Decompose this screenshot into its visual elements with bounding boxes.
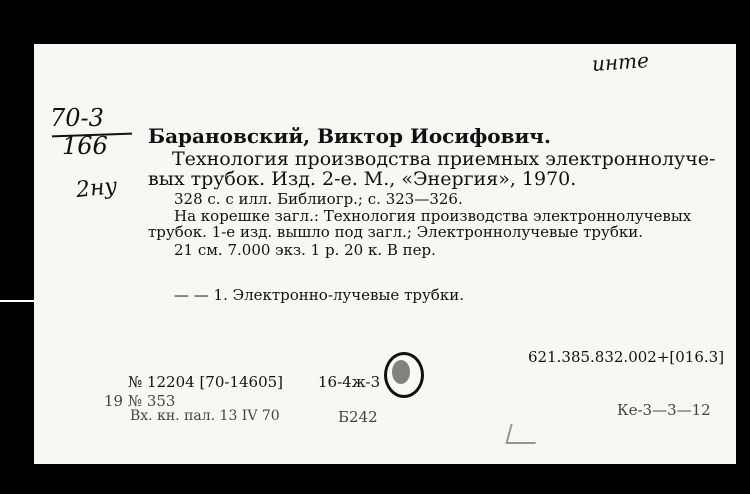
handwritten-mark: 2ну (74, 173, 119, 204)
note-line-1: На корешке загл.: Технология производства электроннолучевых (174, 207, 692, 225)
udc-code: 621.385.832.002+[016.3] (528, 348, 725, 366)
stamp-line-1: 19 № 353 (104, 392, 176, 410)
pages-line: 328 с. с илл. Библиогр.; с. 323—326. (174, 190, 463, 208)
shelfmark-top: 70-3 (50, 104, 104, 132)
note-line-2: трубок. 1-е изд. вышло под загл.; Электроннолучевые трубки. (148, 223, 643, 241)
handwritten-note-top-right: инте (591, 48, 650, 76)
title-line-1: Технология производства приемных электроннолуче- (172, 148, 716, 170)
title-line-2: вых трубок. Изд. 2-е. М., «Энергия», 1970. (148, 168, 577, 190)
author-heading: Барановский, Виктор Иосифович. (148, 124, 551, 148)
catalog-code: Ке-3—3—12 (617, 401, 711, 419)
order-number: № 12204 [70-14605] (128, 373, 284, 391)
price-code: 16-4ж-3 (318, 373, 381, 391)
faint-pencil-mark (505, 424, 540, 444)
stamp-code: Б242 (338, 408, 378, 426)
ink-blot-center (392, 360, 410, 384)
stamp-line-2: Вх. кн. пал. 13 IV 70 (130, 408, 280, 424)
scan-border-top (0, 0, 750, 44)
subject-heading: — — 1. Электронно-лучевые трубки. (174, 286, 464, 304)
shelfmark-bottom: 166 (62, 132, 108, 160)
scan-margin-line (0, 300, 34, 302)
size-line: 21 см. 7.000 экз. 1 р. 20 к. В пер. (174, 241, 436, 259)
